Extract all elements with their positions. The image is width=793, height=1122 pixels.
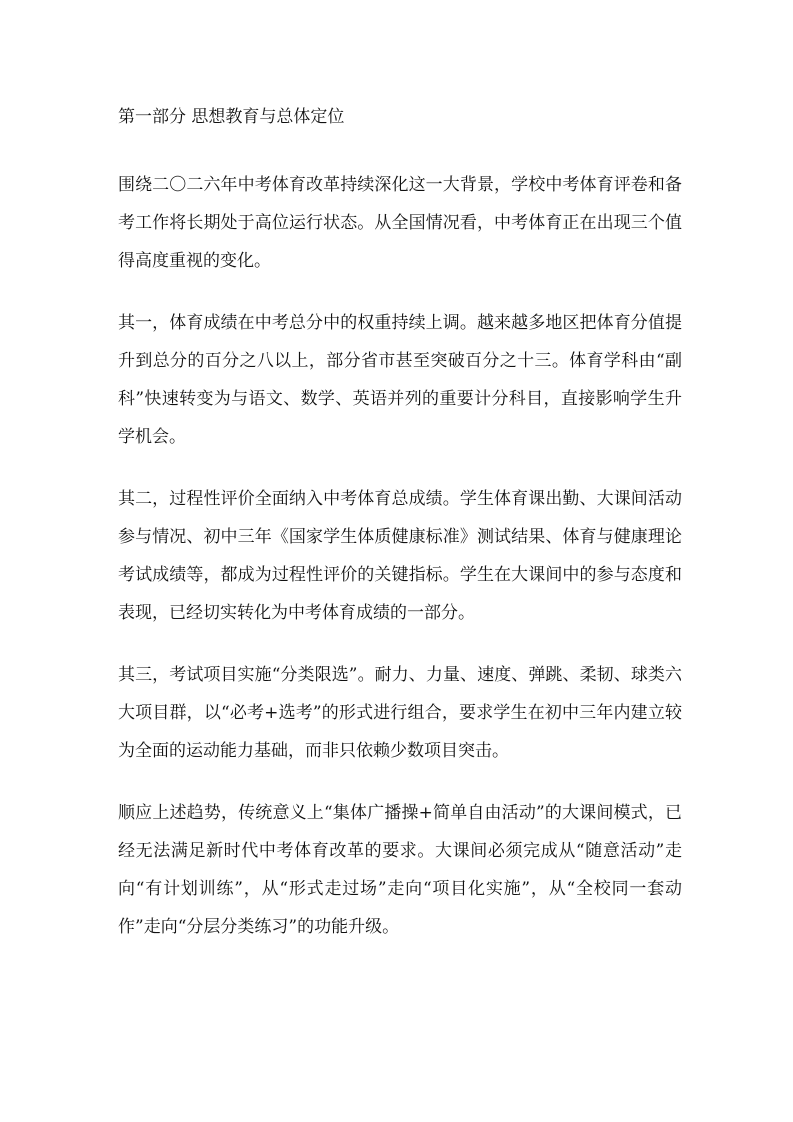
paragraph-point-two: 其二，过程性评价全面纳入中考体育总成绩。学生体育课出勤、大课间活动参与情况、初中三年《国家学生体质健康标准》测试结果、体育与健康理论考试成绩等，都成为过程性评价的关键指标。学生在大课间中的参与态度和表现，已经切实转化为中考体育成绩的一部分。	[118, 489, 682, 623]
paragraph-conclusion: 顺应上述趋势，传统意义上“集体广播操+简单自由活动”的大课间模式，已经无法满足新时代中考体育改革的要求。大课间必须完成从“随意活动”走向“有计划训练”，从“形式走过场”走向“项目化实施”，从“全校同一套动作”走向“分层分类练习”的功能升级。	[118, 803, 682, 937]
section-heading: 第一部分 思想教育与总体定位	[118, 107, 345, 127]
paragraph-intro: 围绕二〇二六年中考体育改革持续深化这一大背景，学校中考体育评卷和备考工作将长期处于高位运行状态。从全国情况看，中考体育正在出现三个值得高度重视的变化。	[118, 175, 682, 271]
paragraph-point-one: 其一，体育成绩在中考总分中的权重持续上调。越来越多地区把体育分值提升到总分的百分之八以上，部分省市甚至突破百分之十三。体育学科由“副科”快速转变为与语文、数学、英语并列的重要计分科目，直接影响学生升学机会。	[118, 313, 682, 447]
paragraph-point-three: 其三，考试项目实施“分类限选”。耐力、力量、速度、弹跳、柔韧、球类六大项目群，以“必考+选考”的形式进行组合，要求学生在初中三年内建立较为全面的运动能力基础，而非只依赖少数项目突击。	[118, 665, 682, 761]
document-body	[118, 98, 682, 970]
